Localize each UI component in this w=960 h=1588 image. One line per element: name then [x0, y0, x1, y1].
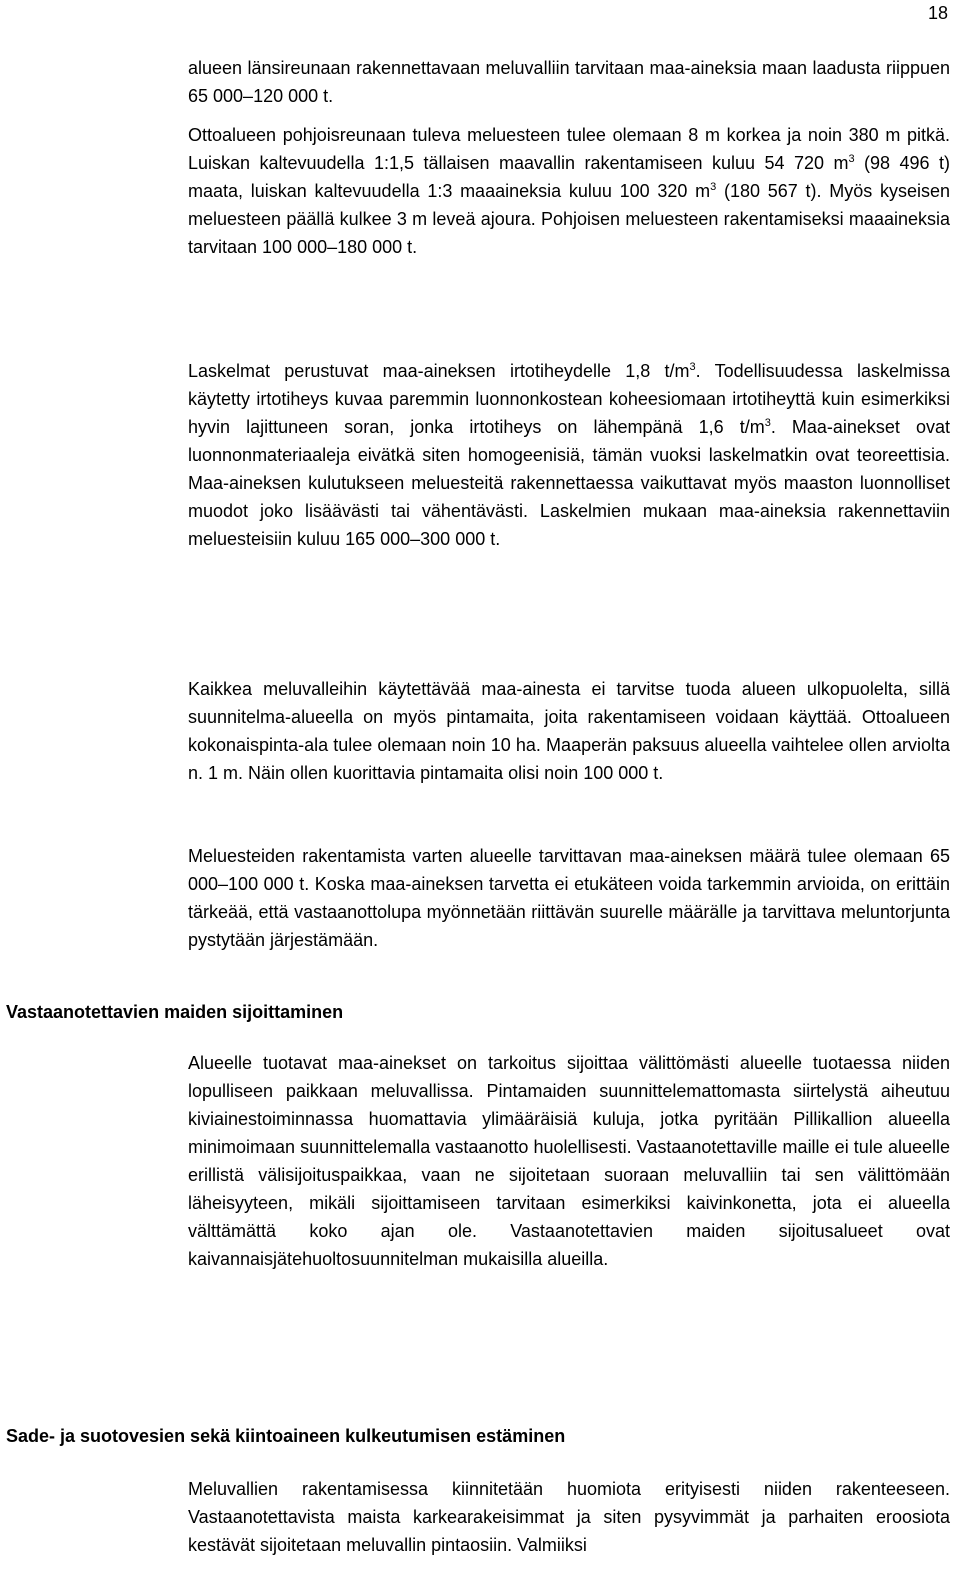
- superscript: 3: [689, 361, 696, 373]
- text-run: . Todellisuudessa laskelmissa käytetty irtotiheys kuvaa paremmin luonnonkostean koheesiomaan irtotiheyttä kuin esimerkiksi hyvin lajittuneen soran, jonka irtotiheys on lähempänä 1,6 t/m: [188, 361, 950, 437]
- text-run: Ottoalueen pohjoisreunaan tuleva meluesteen tulee olemaan 8 m korkea ja noin 380 m pitkä. Luiskan kaltevuudella 1:1,5 tällaisen maavallin rakentamiseen kuluu 54 720 m: [188, 125, 950, 173]
- paragraph-noise-wall-structure: Meluvallien rakentamisessa kiinnitetään huomiota erityisesti niiden rakenteeseen. Vastaanotettavista maista karkearakeisimmat ja siten pysyvimmät ja parhaiten eroosiota kestävät sijoitetaan meluvallin pintaosiin. Valmiiksi: [188, 1479, 950, 1555]
- paragraph-surface-soils: Kaikkea meluvalleihin käytettävää maa-ainesta ei tarvitse tuoda alueen ulkopuolelta, sillä suunnitelma-alueella on myös pintamaita, joita rakentamiseen voidaan käyttää. Ottoalueen kokonaispinta-ala tulee olemaan noin 10 ha. Maaperän paksuus alueella vaihtelee ollen arviolta n. 1 m. Näin ollen kuorittavia pintamaita olisi noin 100 000 t.: [188, 679, 950, 783]
- page-number: 18: [927, 3, 948, 23]
- paragraph-material-need: Meluesteiden rakentamista varten alueelle tarvittavan maa-aineksen määrä tulee olemaan 65 000–100 000 t. Koska maa-aineksen tarvetta ei etukäteen voida tarkemmin arvioida, on erittäin tärkeää, että vastaanottolupa myönnetään riittävän suurelle määrälle ja tarvittava meluntorjunta pystytään järjestämään.: [188, 846, 950, 950]
- section-heading-runoff: Sade- ja suotovesien sekä kiintoaineen kulkeutumisen estäminen: [6, 1426, 566, 1446]
- text-run: (98 496 t) maata, luiskan kaltevuudella 1:3 maaaineksia kuluu 100 320 m: [188, 153, 950, 201]
- text-run: (180 567 t). Myös kyseisen meluesteen päällä kulkee 3 m leveä ajoura. Pohjoisen meluesteen rakentamiseksi maaaineksia tarvitaan 100 000–180 000 t.: [188, 181, 950, 257]
- superscript: 3: [764, 417, 771, 429]
- section-heading-placement: Vastaanotettavien maiden sijoittaminen: [6, 1002, 344, 1022]
- superscript: 3: [710, 181, 717, 193]
- paragraph-north-noise-barrier: [188, 121, 950, 261]
- text-run: Laskelmat perustuvat maa-aineksen irtotiheydelle 1,8 t/m: [188, 361, 690, 381]
- text-run: . Maa-ainekset ovat luonnonmateriaaleja eivätkä siten homogeenisiä, tämän vuoksi laskelmatkin ovat teoreettisia. Maa-aineksen kulutukseen meluesteitä rakennettaessa vaikuttavat myös maaston luonnolliset muodot joko lisäävästi tai vähentävästi. Laskelmien mukaan maa-aineksia rakennettaviin meluesteisiin kuluu 165 000–300 000 t.: [188, 417, 950, 549]
- superscript: 3: [848, 153, 855, 165]
- paragraph-placement: Alueelle tuotavat maa-ainekset on tarkoitus sijoittaa välittömästi alueelle tuotaessa niiden lopulliseen paikkaan meluvallissa. Pintamaiden suunnittelemattomasta siirtelystä aiheutuu kiviainestoiminnassa huomattavia ylimääräisiä kuluja, jotka pyritään Pillikallion alueella minimoimaan suunnittelemalla vastaanotto huolellisesti. Vastaanotettaville maille ei tule alueelle erillistä välisijoituspaikkaa, vaan ne sijoitetaan suoraan meluvalliin tai sen välittömään läheisyyteen, mikäli sijoittamiseen tarvitaan esimerkiksi kaivinkonetta, jota ei alueella välttämättä koko ajan ole. Vastaanotettavien maiden sijoitusalueet ovat kaivannaisjätehuoltosuunnitelman mukaisilla alueilla.: [188, 1053, 950, 1269]
- paragraph-fill-material-west: alueen länsireunaan rakennettavaan meluvalliin tarvitaan maa-aineksia maan laadusta riippuen 65 000–120 000 t.: [188, 58, 950, 106]
- paragraph-bulk-density: [188, 357, 950, 553]
